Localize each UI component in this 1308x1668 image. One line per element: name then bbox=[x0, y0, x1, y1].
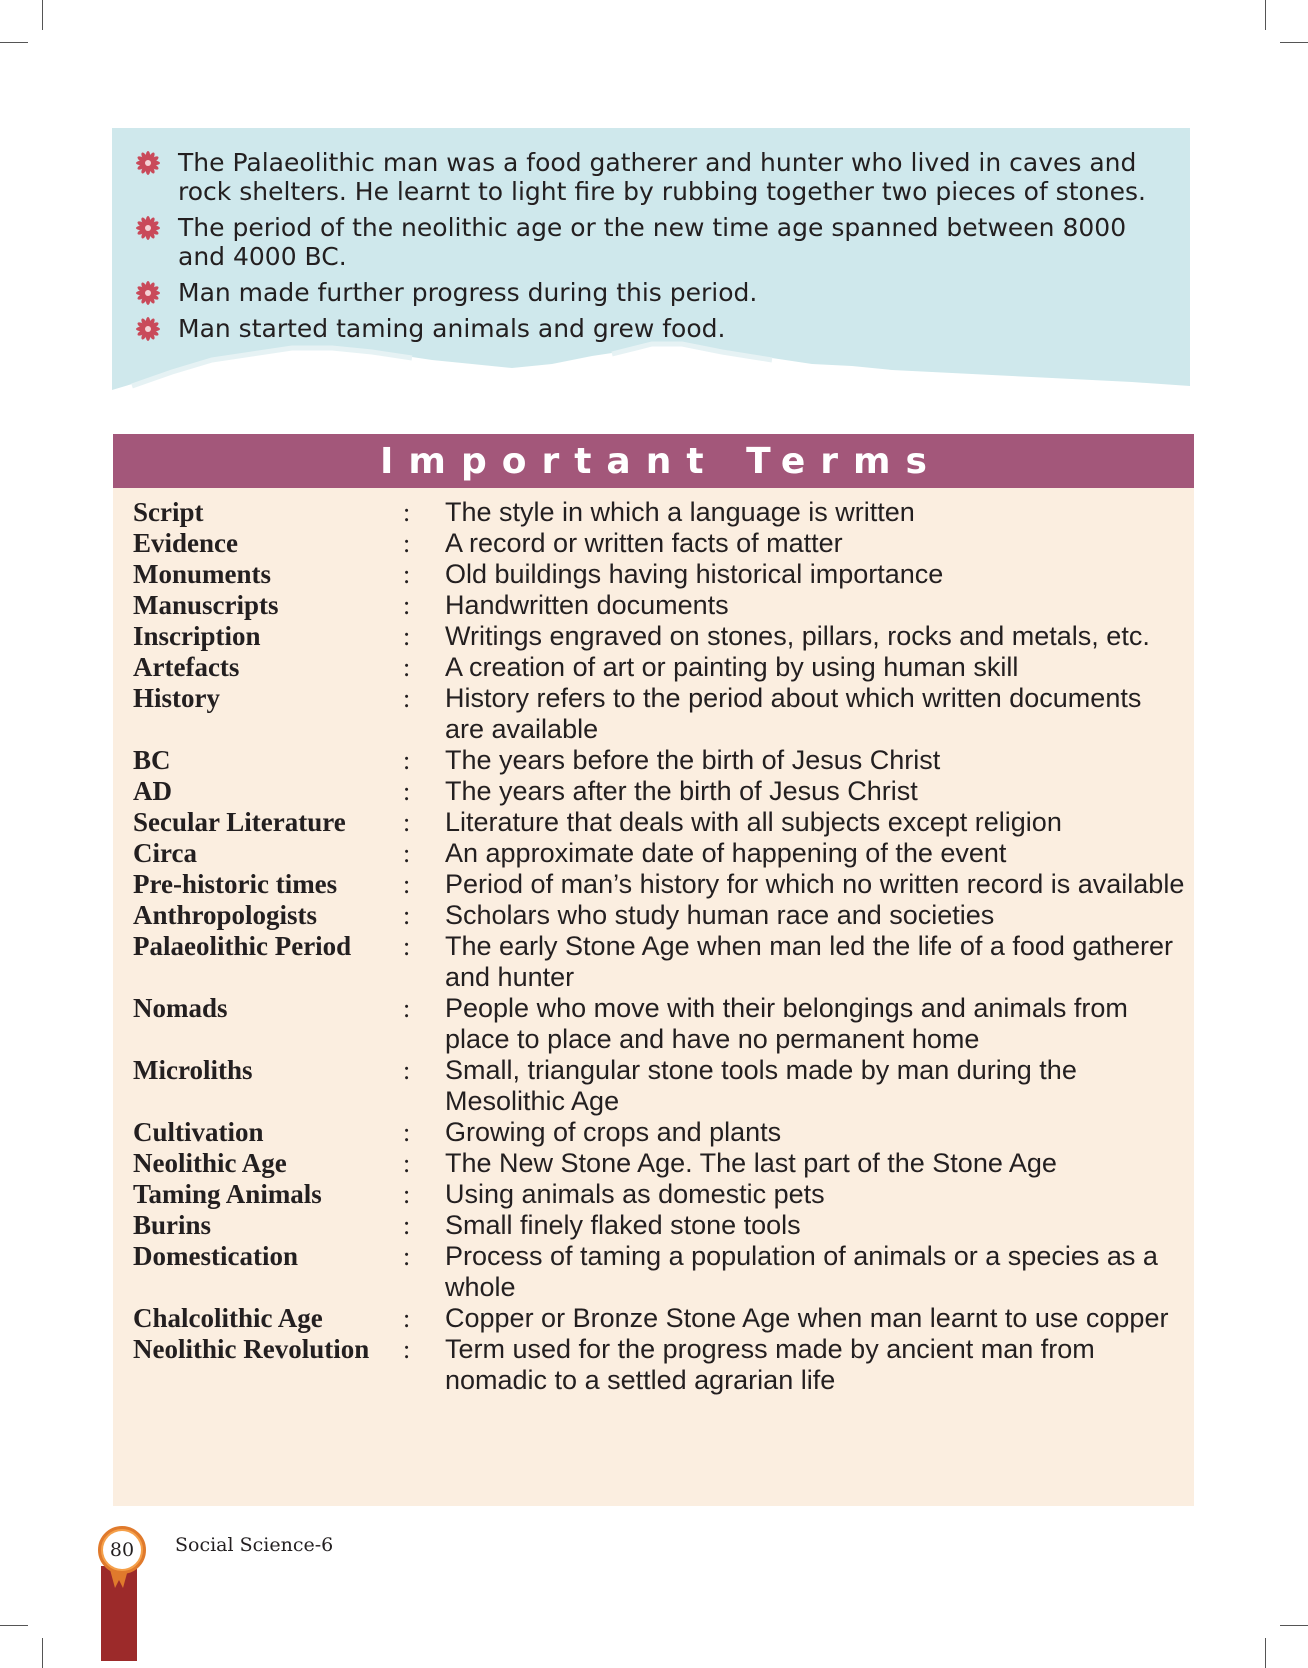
terms-list bbox=[133, 497, 1188, 1396]
crop-mark bbox=[42, 1638, 43, 1668]
term-name: Palaeolithic Period bbox=[133, 931, 352, 961]
term-name: Artefacts bbox=[133, 652, 240, 682]
term-row bbox=[133, 1241, 1188, 1303]
summary-bullet-text: The period of the neolithic age or the new time age spanned between 8000 and 4000 BC. bbox=[178, 213, 1127, 271]
term-separator: : bbox=[403, 498, 411, 527]
term-row bbox=[133, 559, 1188, 590]
term-separator: : bbox=[403, 1180, 411, 1209]
term-definition: Writings engraved on stones, pillars, rocks and metals, etc. bbox=[445, 621, 1150, 651]
term-definition: The early Stone Age when man led the life of a food gatherer and hunter bbox=[445, 931, 1173, 992]
page-number: 80 bbox=[103, 1531, 141, 1569]
terms-title: Important Terms bbox=[380, 440, 942, 482]
term-name: Script bbox=[133, 497, 204, 527]
term-definition: Small finely flaked stone tools bbox=[445, 1210, 801, 1240]
summary-box bbox=[112, 128, 1190, 428]
term-name: BC bbox=[133, 745, 171, 775]
term-separator: : bbox=[403, 932, 411, 961]
term-separator: : bbox=[403, 1149, 411, 1178]
term-name: Monuments bbox=[133, 559, 272, 589]
term-separator: : bbox=[403, 1056, 411, 1085]
term-name: Circa bbox=[133, 838, 197, 868]
term-name: Secular Literature bbox=[133, 807, 346, 837]
crop-mark bbox=[1280, 1625, 1308, 1626]
term-name: Neolithic Age bbox=[133, 1148, 287, 1178]
term-separator: : bbox=[403, 1242, 411, 1271]
term-definition: Old buildings having historical importance bbox=[445, 559, 944, 589]
term-definition: Copper or Bronze Stone Age when man learnt to use copper bbox=[445, 1303, 1169, 1333]
term-name: Evidence bbox=[133, 528, 238, 558]
term-definition: A record or written facts of matter bbox=[445, 528, 843, 558]
term-row bbox=[133, 1055, 1188, 1117]
term-separator: : bbox=[403, 1304, 411, 1333]
term-name: Cultivation bbox=[133, 1117, 264, 1147]
term-separator: : bbox=[403, 808, 411, 837]
term-row bbox=[133, 528, 1188, 559]
term-row bbox=[133, 1303, 1188, 1334]
terms-box bbox=[113, 488, 1194, 1506]
terms-header bbox=[113, 434, 1194, 488]
term-name: Anthropologists bbox=[133, 900, 318, 930]
term-row bbox=[133, 1334, 1188, 1396]
term-separator: : bbox=[403, 746, 411, 775]
term-separator: : bbox=[403, 901, 411, 930]
term-definition: Handwritten documents bbox=[445, 590, 729, 620]
flower-bullet-icon bbox=[136, 317, 160, 341]
term-separator: : bbox=[403, 1211, 411, 1240]
term-separator: : bbox=[403, 870, 411, 899]
term-name: Taming Animals bbox=[133, 1179, 322, 1209]
term-row bbox=[133, 993, 1188, 1055]
summary-bullet-text: Man made further progress during this period. bbox=[178, 278, 758, 307]
term-name: Pre-historic times bbox=[133, 869, 338, 899]
crop-mark bbox=[0, 42, 28, 43]
term-definition: The years before the birth of Jesus Christ bbox=[445, 745, 941, 775]
term-definition: Term used for the progress made by ancient man from nomadic to a settled agrarian life bbox=[445, 1334, 1095, 1395]
flower-bullet-icon bbox=[136, 151, 160, 175]
flower-bullet-icon bbox=[136, 281, 160, 305]
term-name: Microliths bbox=[133, 1055, 253, 1085]
term-definition: The years after the birth of Jesus Christ bbox=[445, 776, 918, 806]
term-name: Inscription bbox=[133, 621, 261, 651]
term-definition: Scholars who study human race and societies bbox=[445, 900, 995, 930]
term-definition: Growing of crops and plants bbox=[445, 1117, 782, 1147]
term-name: History bbox=[133, 683, 220, 713]
summary-bullet bbox=[136, 213, 1176, 271]
term-separator: : bbox=[403, 653, 411, 682]
summary-bullet-text: Man started taming animals and grew food. bbox=[178, 314, 726, 343]
term-name: Nomads bbox=[133, 993, 228, 1023]
term-row bbox=[133, 807, 1188, 838]
term-row bbox=[133, 1117, 1188, 1148]
term-name: Burins bbox=[133, 1210, 212, 1240]
term-name: Manuscripts bbox=[133, 590, 279, 620]
summary-bullet bbox=[136, 314, 1176, 343]
summary-bullet bbox=[136, 148, 1176, 206]
term-row bbox=[133, 900, 1188, 931]
page-tab bbox=[101, 1566, 137, 1661]
term-definition: Small, triangular stone tools made by man during the Mesolithic Age bbox=[445, 1055, 1077, 1116]
term-row bbox=[133, 683, 1188, 745]
term-row bbox=[133, 931, 1188, 993]
crop-mark bbox=[1265, 1638, 1266, 1668]
term-row bbox=[133, 776, 1188, 807]
term-definition: The New Stone Age. The last part of the Stone Age bbox=[445, 1148, 1057, 1178]
term-row bbox=[133, 590, 1188, 621]
term-definition: Period of man’s history for which no written record is available bbox=[445, 869, 1185, 899]
term-definition: History refers to the period about which written documents are available bbox=[445, 683, 1142, 744]
crop-mark bbox=[1265, 0, 1266, 30]
term-separator: : bbox=[403, 839, 411, 868]
term-row bbox=[133, 745, 1188, 776]
flower-bullet-icon bbox=[136, 216, 160, 240]
term-separator: : bbox=[403, 529, 411, 558]
term-definition: A creation of art or painting by using human skill bbox=[445, 652, 1019, 682]
term-row bbox=[133, 652, 1188, 683]
book-title: Social Science-6 bbox=[175, 1534, 334, 1556]
crop-mark bbox=[1280, 42, 1308, 43]
crop-mark bbox=[42, 0, 43, 30]
term-separator: : bbox=[403, 777, 411, 806]
term-name: Chalcolithic Age bbox=[133, 1303, 323, 1333]
term-row bbox=[133, 1210, 1188, 1241]
term-row bbox=[133, 1148, 1188, 1179]
term-separator: : bbox=[403, 1118, 411, 1147]
term-separator: : bbox=[403, 591, 411, 620]
term-separator: : bbox=[403, 560, 411, 589]
term-row bbox=[133, 869, 1188, 900]
term-row bbox=[133, 838, 1188, 869]
term-name: AD bbox=[133, 776, 172, 806]
term-row bbox=[133, 1179, 1188, 1210]
crop-mark bbox=[0, 1625, 28, 1626]
page-number-badge bbox=[98, 1526, 146, 1574]
term-separator: : bbox=[403, 622, 411, 651]
term-separator: : bbox=[403, 684, 411, 713]
summary-bullet bbox=[136, 278, 1176, 307]
summary-bullet-text: The Palaeolithic man was a food gatherer and hunter who lived in caves and rock shelters. He learnt to light fire by rubbing together two pieces of stones. bbox=[178, 148, 1147, 206]
term-definition: Process of taming a population of animals or a species as a whole bbox=[445, 1241, 1158, 1302]
term-separator: : bbox=[403, 1335, 411, 1364]
term-definition: People who move with their belongings and animals from place to place and have no permanent home bbox=[445, 993, 1128, 1054]
term-definition: Using animals as domestic pets bbox=[445, 1179, 825, 1209]
term-definition: Literature that deals with all subjects except religion bbox=[445, 807, 1062, 837]
term-name: Domestication bbox=[133, 1241, 298, 1271]
term-separator: : bbox=[403, 994, 411, 1023]
term-definition: The style in which a language is written bbox=[445, 497, 915, 527]
term-row bbox=[133, 497, 1188, 528]
term-definition: An approximate date of happening of the event bbox=[445, 838, 1007, 868]
term-row bbox=[133, 621, 1188, 652]
summary-bullet-list bbox=[136, 148, 1176, 350]
term-name: Neolithic Revolution bbox=[133, 1334, 370, 1364]
